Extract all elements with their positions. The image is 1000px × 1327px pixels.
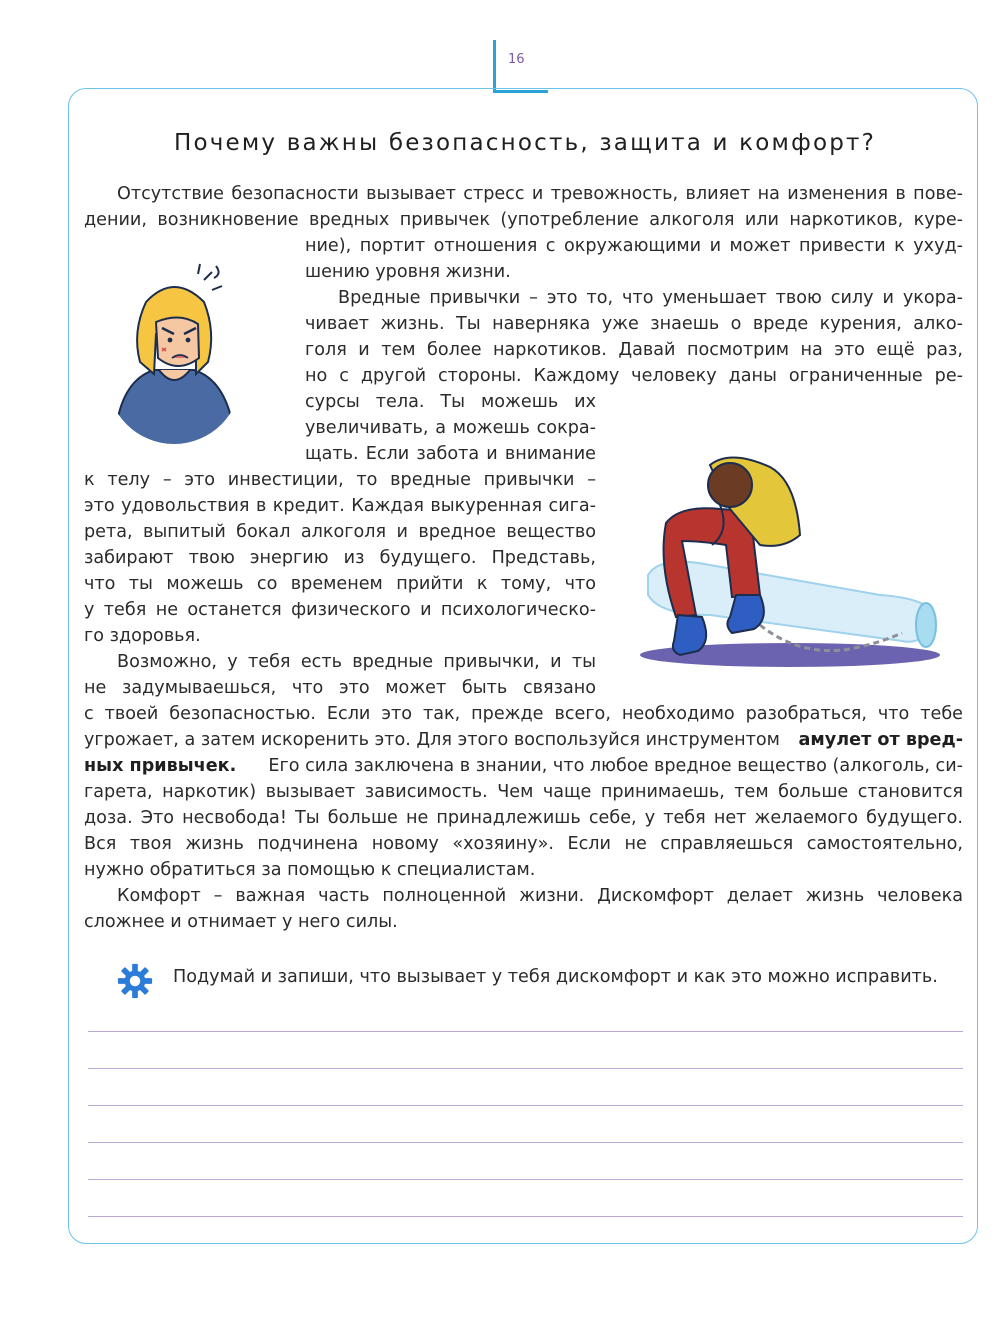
paragraph-line: Вся твоя жизнь подчинена новому «хозяину». Если не справляешься самостоятельно, <box>84 834 963 854</box>
paragraph-line <box>84 753 963 779</box>
paragraph-line: Отсутствие безопасности вызывает стресс и тревожность, влияет на изменения в пове- <box>117 184 963 204</box>
writing-line[interactable] <box>88 1031 963 1032</box>
writing-line[interactable] <box>88 1216 963 1217</box>
page-number: 16 <box>508 52 525 67</box>
paragraph-line: это удовольствия в кредит. Каждая выкуренная сига- <box>84 496 596 516</box>
tool-name-bold: ных привычек. <box>84 756 237 776</box>
tool-name-bold: амулет от вред- <box>798 730 963 750</box>
chained-man-bottle-illustration <box>620 445 950 675</box>
line-text: Его сила заключена в знании, что любое вредное вещество (алкоголь, си- <box>268 756 963 776</box>
paragraph-line: увеличивать, а можешь сокра- <box>305 418 596 438</box>
paragraph-line: доза. Это несвобода! Ты больше не принадлежишь себе, у тебя нет желаемого будущего. <box>84 808 963 828</box>
task-prompt: Подумай и запиши, что вызывает у тебя дискомфорт и как это можно исправить. <box>173 967 938 987</box>
paragraph-line: к телу – это инвестиции, то вредные привычки – <box>84 470 596 490</box>
paragraph-line: но с другой стороны. Каждому человеку даны ограниченные ре- <box>305 366 963 386</box>
writing-line[interactable] <box>88 1142 963 1143</box>
page-title: Почему важны безопасность, защита и комфорт? <box>173 130 877 156</box>
paragraph-line: рета, выпитый бокал алкоголя и вредное вещество <box>84 522 596 542</box>
line-text: угрожает, а затем искоренить это. Для этого воспользуйся инструментом <box>84 730 780 750</box>
paragraph-line: сурсы тела. Ты можешь их <box>305 392 596 412</box>
paragraph-line <box>84 727 963 753</box>
paragraph-line: что ты можешь со временем прийти к тому, что <box>84 574 596 594</box>
paragraph-line: с твоей безопасностью. Если это так, прежде всего, необходимо разобраться, что тебе <box>84 704 963 724</box>
writing-line[interactable] <box>88 1179 963 1180</box>
stressed-girl-illustration <box>104 262 244 452</box>
writing-line[interactable] <box>88 1105 963 1106</box>
paragraph-line: шению уровня жизни. <box>305 262 511 282</box>
paragraph-line: сложнее и отнимает у него силы. <box>84 912 398 932</box>
paragraph-line: Комфорт – важная часть полноценной жизни. Дискомфорт делает жизнь человека <box>117 886 963 906</box>
paragraph-line: не задумываешься, что это может быть связано <box>84 678 596 698</box>
paragraph-line: го здоровья. <box>84 626 201 646</box>
paragraph-line: Вредные привычки – это то, что уменьшает твою силу и укора- <box>338 288 963 308</box>
paragraph-line: дении, возникновение вредных привычек (употребление алкоголя или наркотиков, куре- <box>84 210 963 230</box>
paragraph-line: Возможно, у тебя есть вредные привычки, и ты <box>117 652 596 672</box>
paragraph-line: забирают твою энергию из будущего. Представь, <box>84 548 596 568</box>
paragraph-line: голя и тем более наркотиков. Давай посмотрим на это ещё раз, <box>305 340 963 360</box>
paragraph-line: чивает жизнь. Ты наверняка уже знаешь о вреде курения, алко- <box>305 314 963 334</box>
paragraph-line: щать. Если забота и внимание <box>305 444 596 464</box>
gear-icon <box>116 962 154 1000</box>
paragraph-line: ние), портит отношения с окружающими и может привести к ухуд- <box>305 236 963 256</box>
paragraph-line: у тебя не останется физического и психологическо- <box>84 600 596 620</box>
paragraph-line: нужно обратиться за помощью к специалистам. <box>84 860 536 880</box>
paragraph-line: гарета, наркотик) вызывает зависимость. Чем чаще принимаешь, тем больше становится <box>84 782 963 802</box>
writing-line[interactable] <box>88 1068 963 1069</box>
